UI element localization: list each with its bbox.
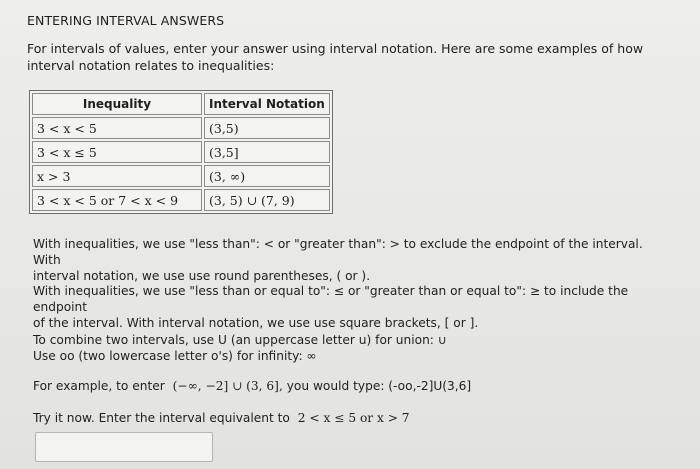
example-text: For example, to enter (−∞, −2] ∪ (3, 6], you would type: (-oo,-2]U(3,6] — [33, 379, 472, 393]
intro-text: For intervals of values, enter your answer using interval notation. Here are some examples of how interval notation relates to inequalities: — [27, 41, 644, 73]
exclude-endpoint-text: With inequalities, we use "less than": < or "greater than": > to exclude the endpoint of the interval. With interval notation, we use use round parentheses, ( or ). — [33, 237, 643, 283]
interval-cell: (3, ∞) — [204, 165, 330, 187]
interval-cell: (3,5] — [204, 141, 330, 163]
inequality-table — [29, 90, 333, 214]
page-title: ENTERING INTERVAL ANSWERS — [27, 13, 225, 28]
union-infinity-text — [33, 332, 673, 364]
table-row — [32, 117, 330, 139]
example-math: (−∞, −2] ∪ (3, 6], — [172, 379, 283, 393]
inequality-cell: x > 3 — [32, 165, 202, 187]
interval-cell: (3, 5) ∪ (7, 9) — [204, 189, 330, 211]
table-header-row — [32, 93, 330, 115]
include-endpoint-text: With inequalities, we use "less than or equal to": ≤ or "greater than or equal to": ≥ to include the endpoint of the interval. With interval notation, we use use square brackets, [ or ]. — [33, 284, 629, 330]
try-it-math: 2 < x ≤ 5 or x > 7 — [297, 411, 410, 425]
infinity-line: Use oo (two lowercase letter o's) for infinity: ∞ — [33, 349, 317, 363]
inequality-cell: 3 < x ≤ 5 — [32, 141, 202, 163]
answer-input[interactable] — [35, 432, 213, 462]
union-line: To combine two intervals, use U (an uppercase letter u) for union: ∪ — [33, 333, 447, 347]
table-row — [32, 189, 330, 211]
interval-cell: (3,5) — [204, 117, 330, 139]
table-row — [32, 165, 330, 187]
header-inequality: Inequality — [32, 93, 202, 115]
table-row — [32, 141, 330, 163]
try-it-prompt: Try it now. Enter the interval equivalent to 2 < x ≤ 5 or x > 7 — [33, 411, 410, 425]
header-interval-notation: Interval Notation — [204, 93, 330, 115]
inequality-cell: 3 < x < 5 — [32, 117, 202, 139]
inequality-cell: 3 < x < 5 or 7 < x < 9 — [32, 189, 202, 211]
